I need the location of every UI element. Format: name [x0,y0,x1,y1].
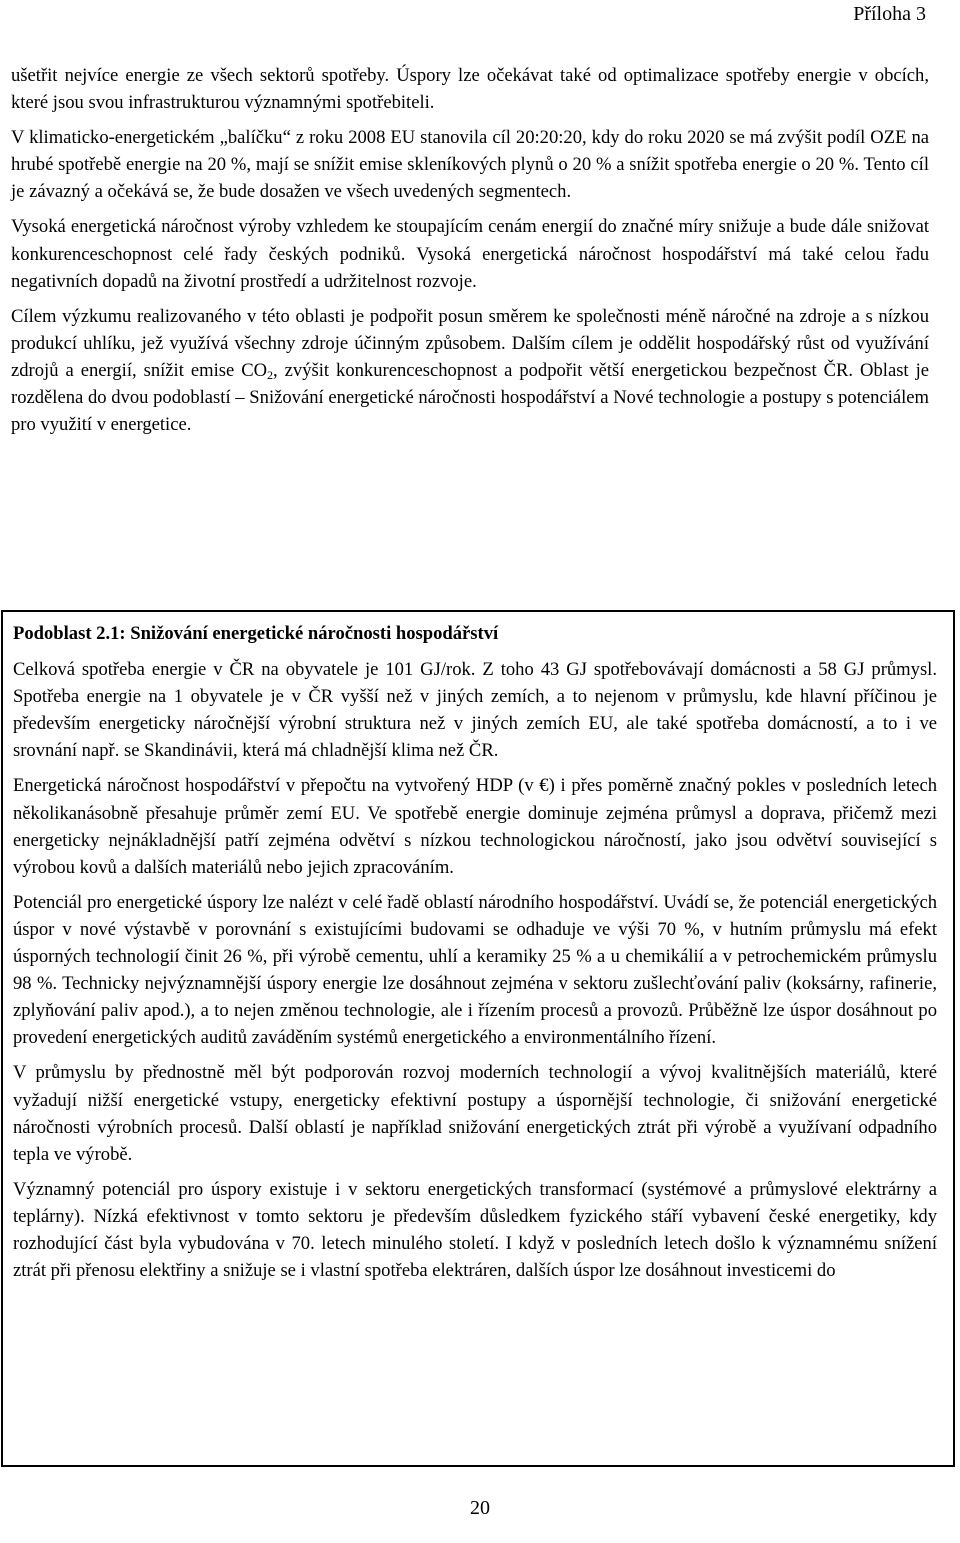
subarea-paragraph-5: Významný potenciál pro úspory existuje i v sektoru energetických transformací (systémové a průmyslové elektrárny a teplárny). Nízká efektivnost v tomto sektoru je především důsledkem fyzického stáří vybavení české energetiky, kdy rozhodující část byla vybudována v 70. letech minulého století. I když v posledních letech došlo k významnému snížení ztrát při přenosu elektřiny a snižuje se i vlastní spotřeba elektráren, dalších úspor lze dosáhnout investicemi do [13,1178,937,1282]
co2-subscript: 2 [267,367,274,382]
subarea-paragraph-3: Potenciál pro energetické úspory lze nalézt v celé řadě oblastí národního hospodářství. Uvádí se, že potenciál energetických úspor v nové výstavbě v porovnání s existujícími budovami se odhaduje ve výši 70 %, v hutním průmyslu má efekt úsporných technologií činit 26 %, při výrobě cementu, uhlí a keramiky 25 % a u chemikálií a v petrochemickém průmyslu 98 %. Technicky nejvýznamnější úspory energie lze dosáhnout zejména v sektoru zušlechťování paliv (koksárny, rafinerie, zplyňování paliv apod.), a to nejen změnou technologie, ale i řízením procesů a provozů. Průběžně lze úspor dosáhnout po provedení energetických auditů zaváděním systémů energetického a environmentálního řízení. [13,891,937,1049]
intro-paragraph-2: V klimaticko-energetickém „balíčku“ z roku 2008 EU stanovila cíl 20:20:20, kdy do roku 2020 se má zvýšit podíl OZE na hrubé spotřebě energie na 20 %, mají se snížit emise skleníkových plynů o 20 % a snížit spotřeba energie o 20 %. Tento cíl je závazný a očekává se, že bude dosažen ve všech uvedených segmentech. [11,127,929,203]
subarea-content [13,620,937,1292]
subarea-paragraph-4: V průmyslu by přednostně měl být podporován rozvoj moderních technologií a vývoj kvalitnějších materiálů, které vyžadují nižší energetické vstupy, energeticky efektivní postupy a úspornější technologie, či snižování energetické náročnosti výrobních procesů. Další oblastí je například snižování energetických ztrát při výrobě a využívaní odpadního tepla ve výrobě. [13,1062,937,1165]
intro-paragraph-3: Vysoká energetická náročnost výroby vzhledem ke stoupajícím cenám energií do značné míry snižuje a bude dále snižovat konkurenceschopnost celé řady českých podniků. Vysoká energetická náročnost hospodářství má také celou řadu negativních dopadů na životní prostředí a udržitelnost rozvoje. [11,216,929,292]
intro-paragraph-1: ušetřit nejvíce energie ze všech sektorů spotřeby. Úspory lze očekávat také od optimalizace spotřeby energie v obcích, které jsou svou infrastrukturou významnými spotřebiteli. [11,65,929,114]
page-header-label: Příloha 3 [853,3,926,25]
page-number: 20 [470,1497,490,1519]
intro-section [11,62,929,446]
subarea-box [1,610,955,1467]
subarea-paragraph-2: Energetická náročnost hospodářství v přepočtu na vytvořený HDP (v €) i přes poměrně značný pokles v posledních letech několikanásobně přesahuje průměr zemí EU. Ve spotřebě energie dominuje zejména průmysl a doprava, přičemž mezi energeticky nejnákladnější patří zejména odvětví s nízkou technologickou náročností, jako jsou odvětví související s výrobou kovů a dalších materiálů nebo jejich zpracováním. [13,775,937,878]
intro-paragraph-4-text-a: Cílem výzkumu realizovaného v této oblasti je podpořit posun směrem ke společnosti méně náročné na zdroje a s nízkou produkcí uhlíku, jež využívá všechny zdroje účinným způsobem. Dalším cílem je oddělit hospodářský růst od využívání zdrojů a energií, snížit emise CO [11,305,929,381]
intro-paragraph-4-text-b: , zvýšit konkurenceschopnost a podpořit větší energetickou bezpečnost ČR. Oblast je rozdělena do dvou podoblastí – Snižování energetické náročnosti hospodářství a Nové technologie a postupy s potenciálem pro využití v energetice. [11,359,929,436]
subarea-paragraph-1: Celková spotřeba energie v ČR na obyvatele je 101 GJ/rok. Z toho 43 GJ spotřebovávají domácnosti a 58 GJ průmysl. Spotřeba energie na 1 obyvatele je v ČR vyšší než v jiných zemích, a to nejenom v průmyslu, kde hlavní příčinou je především energeticky náročnější výrobní struktura než v jiných zemích EU, ale také spotřeba domácností, a to i ve srovnání např. se Skandinávii, která má chladnější klima než ČR. [13,659,937,762]
intro-paragraph-4 [11,303,929,438]
subarea-heading: Podoblast 2.1: Snižování energetické náročnosti hospodářství [13,623,499,644]
